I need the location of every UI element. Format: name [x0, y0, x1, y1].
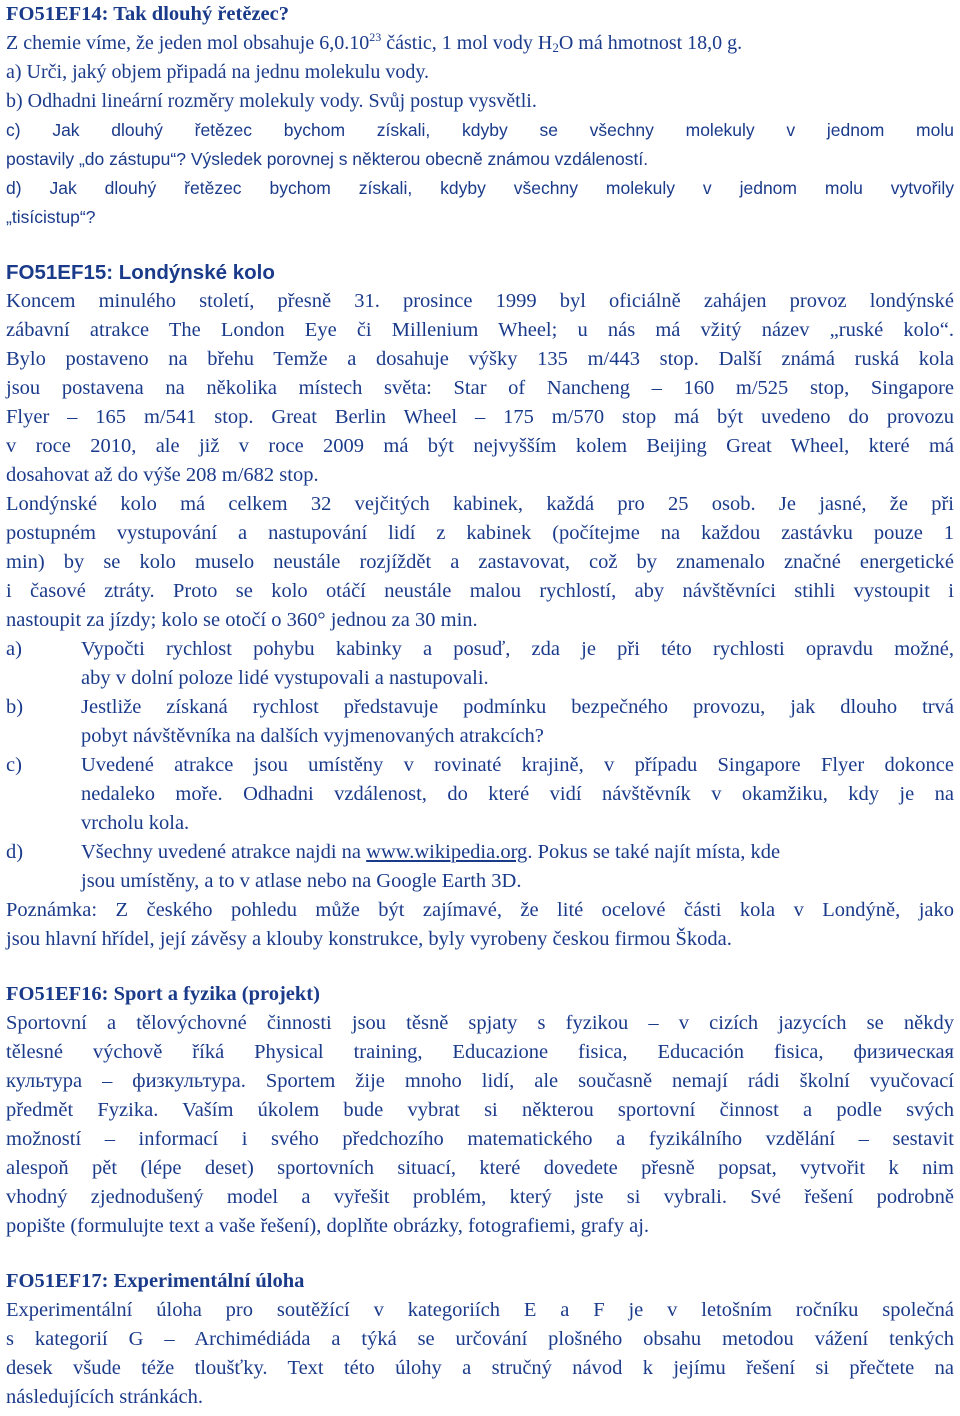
task-c-line2: postavily „do zástupu“? Výsledek porovnej s některou obecně známou vzdáleností. [6, 149, 649, 169]
paragraph-line: jsou postavena na několika místech světa: Star of Nancheng – 160 m/525 stop, Singapore [6, 377, 954, 399]
paragraph-line: Flyer – 165 m/541 stop. Great Berlin Wheel – 175 m/570 stop má být uvedeno do provozu [6, 406, 954, 428]
task-item-c: c) Uvedené atrakce jsou umístěny v rovinaté krajině, v případu Singapore Flyer dokonce [6, 751, 954, 780]
paragraph-line: Sportovní a tělovýchovné činnosti jsou těsně spjaty s fyzikou – v cizích jazycích se někdy [6, 1012, 954, 1034]
item-continuation: vrcholu kola. [81, 812, 190, 834]
task-item-b: b) Jestliže získaná rychlost představuje podmínku bezpečného provozu, jak dlouho trvá [6, 693, 954, 722]
section-fo51ef15 [6, 258, 954, 954]
paragraph-line: vhodný zjednodušený model a vyřešit problém, který jste si vybrali. Své řešení podrobně [6, 1186, 954, 1208]
item-label: c) [6, 754, 22, 776]
paragraph-line: Bylo postaveno na břehu Temže a dosahuje výšky 135 m/443 stop. Další známá ruská kola [6, 348, 954, 370]
section-heading: FO51EF17: Experimentální úloha [6, 1270, 305, 1292]
paragraph-line: Experimentální úloha pro soutěžící v kategoriích E a F je v letošním ročníku společná [6, 1299, 954, 1321]
item-label: a) [6, 638, 22, 660]
paragraph-line: nastoupit za jízdy; kolo se otočí o 360° jednou za 30 min. [6, 609, 478, 631]
task-item-a: a) Vypočti rychlost pohybu kabinky a posuď, zda je při této rychlosti opravdu možné, [6, 635, 954, 664]
paragraph-line: předmět Fyzika. Vaším úkolem bude vybrat si některou sportovní činnost a podle svých [6, 1099, 954, 1121]
intro-line: Z chemie víme, že jeden mol obsahuje 6,0.10$^{23}$ částic, 1 mol vody $H_2O$ má hmotnost 18,0 g. [6, 30, 743, 55]
paragraph-line: desek všude téže tloušťky. Text této úlohy a stručný návod k jejímu řešení si přečtete na [6, 1357, 954, 1379]
note-line: jsou hlavní hřídel, její závěsy a klouby konstrukce, byly vyrobeny českou firmou Škoda. [6, 928, 732, 950]
task-b: b) Odhadni lineární rozměry molekuly vody. Svůj postup vysvětli. [6, 90, 537, 112]
paragraph-line: dosahovat až do výše 208 m/682 stop. [6, 464, 319, 486]
paragraph-line: tělesné výchově říká Physical training, Educazione fisica, Educación fisica, физическая [6, 1041, 954, 1063]
section-fo51ef17 [6, 1267, 954, 1412]
paragraph-line: s kategorií G – Archimédiáda a týká se určování plošného obsahu metodou vážení tenkých [6, 1328, 954, 1350]
section-fo51ef14 [6, 0, 954, 232]
paragraph-line: zábavní atrakce The London Eye či Millenium Wheel; u nás má vžitý název „ruské kolo“. [6, 319, 954, 341]
paragraph-line: možností – informací i svého předchozího matematického a fyzikálního vzdělání – sestavit [6, 1128, 954, 1150]
wikipedia-link[interactable]: www.wikipedia.org [366, 841, 528, 863]
paragraph-line: v roce 2010, ale již v roce 2009 má být nejvyšším kolem Beijing Great Wheel, které má [6, 435, 954, 457]
paragraph-line: Londýnské kolo má celkem 32 vejčitých kabinek, každá pro 25 osob. Je jasné, že při [6, 493, 954, 515]
paragraph-line: alespoň pět (lépe deset) sportovních situací, které dovedete přesně popsat, vytvořit k nim [6, 1157, 954, 1179]
paragraph-line: культура – физкультура. Sportem žije mnoho lidí, ale současně nemají rádi školní vyučovací [6, 1070, 954, 1092]
section-heading: FO51EF15: Londýnské kolo [6, 261, 275, 284]
item-continuation: nedaleko moře. Odhadni vzdálenost, do které vidí návštěvník v okamžiku, kdy je na [81, 783, 954, 805]
section-fo51ef16 [6, 980, 954, 1241]
paragraph-line: postupném vystupování a nastupování lidí z kabinek (počítejme na každou zastávku pouze 1 [6, 522, 954, 544]
section-heading: FO51EF16: Sport a fyzika (projekt) [6, 983, 320, 1005]
paragraph-line: i časové ztráty. Proto se kolo otáčí neustále malou rychlostí, aby návštěvníci stihli vystoupit i [6, 580, 954, 602]
task-c-line1: c) Jak dlouhý řetězec bychom získali, kdyby se všechny molekuly v jednom molu [6, 120, 954, 140]
task-item-d: d) Všechny uvedené atrakce najdi na www.wikipedia.org. Pokus se také najít místa, kde [6, 838, 954, 867]
section-heading: FO51EF14: Tak dlouhý řetězec? [6, 3, 290, 25]
paragraph-line: min) by se kolo muselo neustále rozjíždět a zastavovat, což by znamenalo značné energetické [6, 551, 954, 573]
paragraph-line: následujících stránkách. [6, 1386, 203, 1408]
note-line: Poznámka: Z českého pohledu může být zajímavé, že lité ocelové části kola v Londýně, jako [6, 899, 954, 921]
item-label: b) [6, 696, 24, 718]
paragraph-line: popište (formulujte text a vaše řešení), doplňte obrázky, fotografiemi, grafy aj. [6, 1215, 650, 1237]
item-continuation: aby v dolní poloze lidé vystupovali a nastupovali. [81, 667, 489, 689]
paragraph-line: Koncem minulého století, přesně 31. prosince 1999 byl oficiálně zahájen provoz londýnské [6, 290, 954, 312]
task-d-line2: „tisícistup“? [6, 207, 96, 227]
item-continuation: jsou umístěny, a to v atlase nebo na Google Earth 3D. [81, 870, 522, 892]
task-a: a) Urči, jaký objem připadá na jednu molekulu vody. [6, 61, 430, 83]
task-d-line1: d) Jak dlouhý řetězec bychom získali, kdyby všechny molekuly v jednom molu vytvořily [6, 178, 954, 198]
item-continuation: pobyt návštěvníka na dalších vyjmenovaných atrakcích? [81, 725, 544, 747]
item-label: d) [6, 841, 24, 863]
